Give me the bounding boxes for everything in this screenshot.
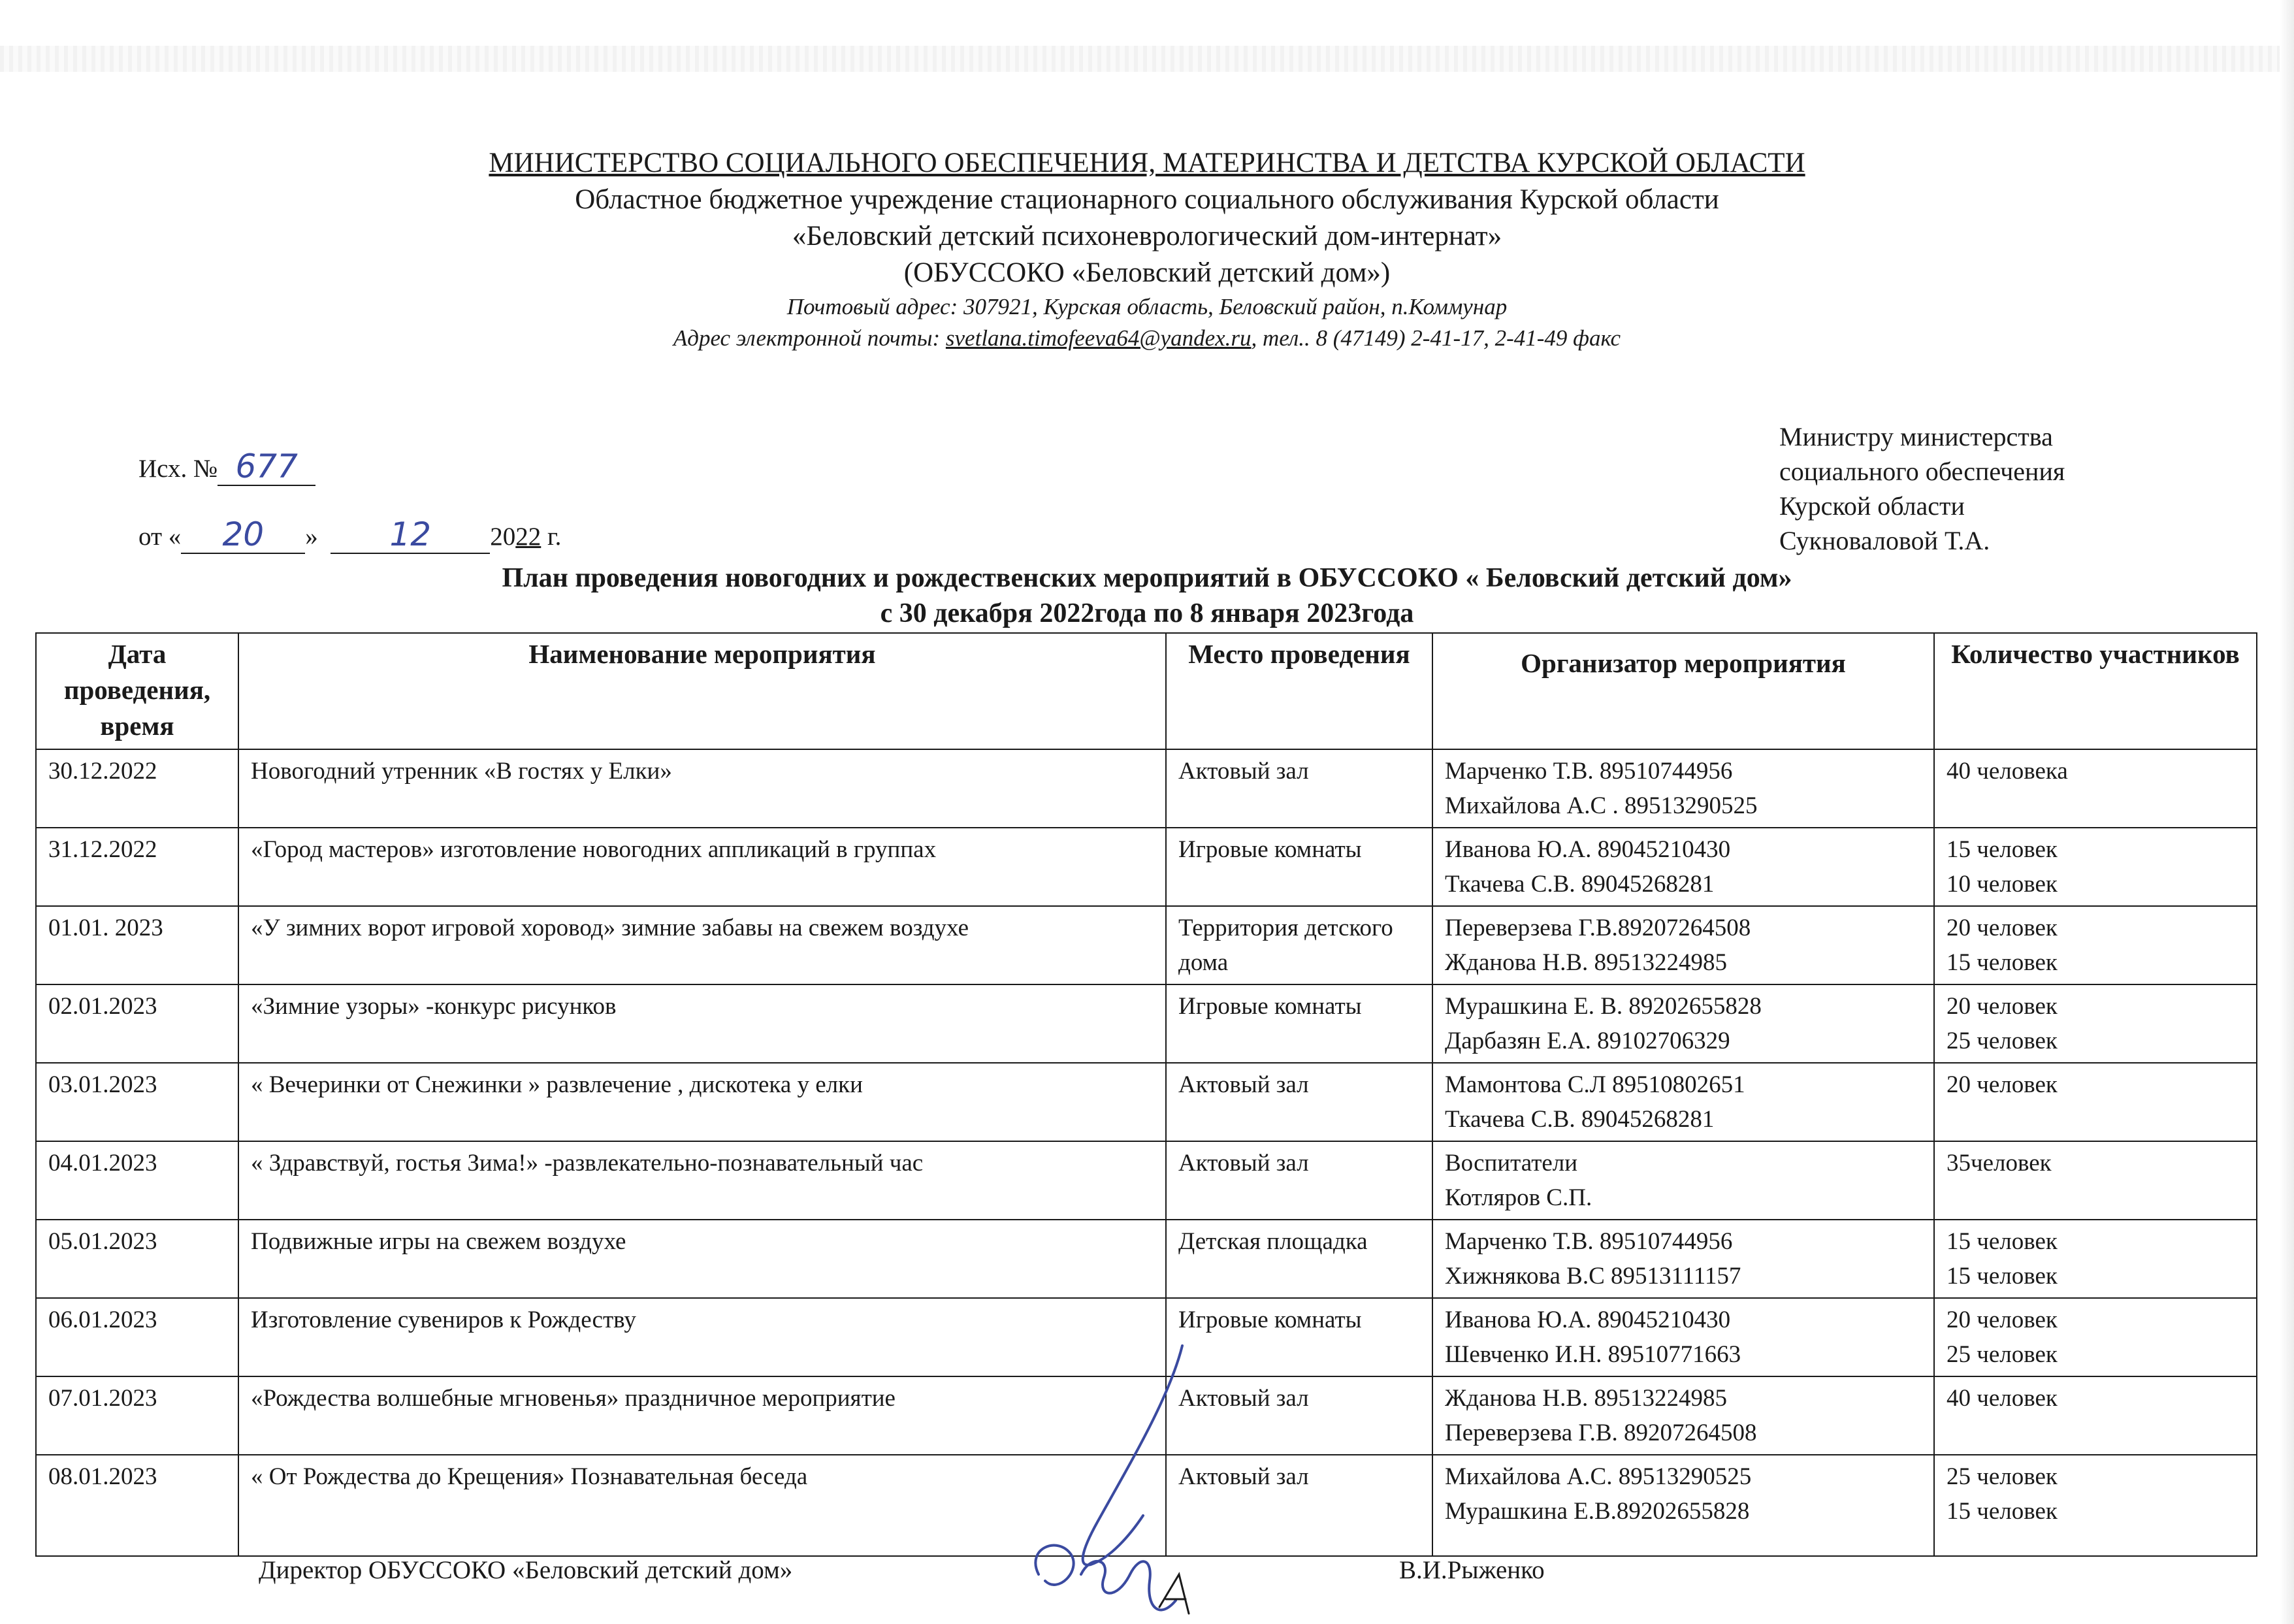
- recipient-line: Сукноваловой Т.А.: [1779, 526, 1990, 555]
- phones: , тел.. 8 (47149) 2-41-17, 2-41-49 факс: [1251, 325, 1621, 351]
- cell-organizer: [1432, 749, 1934, 828]
- event-date: 08.01.2023: [48, 1463, 157, 1490]
- organizer-line: Ткачева С.В. 89045268281: [1445, 1106, 1715, 1133]
- cell-event-name: [238, 1141, 1166, 1220]
- contact-line: [0, 323, 2294, 354]
- cell-place: [1166, 1063, 1432, 1141]
- cell-organizer: [1432, 1298, 1934, 1376]
- cell-event-name: [238, 984, 1166, 1063]
- cell-organizer: [1432, 1063, 1934, 1141]
- cell-organizer: [1432, 1220, 1934, 1298]
- event-place: Игровые комнаты: [1178, 993, 1362, 1020]
- organizer-line: Дарбазян Е.А. 89102706329: [1445, 1028, 1730, 1054]
- event-place: Территория детского дома: [1178, 915, 1393, 976]
- event-place: Игровые комнаты: [1178, 836, 1362, 863]
- participants-line: 40 человека: [1947, 758, 2068, 785]
- table-row: [36, 828, 2257, 906]
- cell-participants: [1934, 1376, 2257, 1455]
- cell-participants: [1934, 828, 2257, 906]
- cell-place: [1166, 1141, 1432, 1220]
- cell-participants: [1934, 906, 2257, 984]
- date-prefix: от «: [138, 523, 182, 551]
- organizer-line: Котляров С.П.: [1445, 1184, 1592, 1211]
- table-row: [36, 984, 2257, 1063]
- organizer-line: Переверзева Г.В. 89207264508: [1445, 1420, 1757, 1446]
- organizer-line: Мурашкина Е. В. 89202655828: [1445, 993, 1762, 1020]
- cell-date: [36, 1376, 238, 1455]
- recipient-block: [1779, 419, 2065, 558]
- participants-line: 20 человек: [1947, 1071, 2058, 1098]
- cell-place: [1166, 984, 1432, 1063]
- participants-line: 15 человек: [1947, 836, 2058, 863]
- cell-participants: [1934, 1063, 2257, 1141]
- cell-date: [36, 1141, 238, 1220]
- event-date: 01.01. 2023: [48, 915, 163, 941]
- event-date: 04.01.2023: [48, 1150, 157, 1177]
- cell-organizer: [1432, 1141, 1934, 1220]
- director-name: В.И.Рыженко: [1399, 1556, 1545, 1584]
- date-month-value: 12: [331, 516, 490, 554]
- table-header-row: [36, 633, 2257, 749]
- event-date: 30.12.2022: [48, 758, 157, 785]
- event-place: Актовый зал: [1178, 758, 1309, 785]
- organizer-line: Мамонтова С.Л 89510802651: [1445, 1071, 1745, 1098]
- cell-organizer: [1432, 906, 1934, 984]
- organizer-line: Марченко Т.В. 89510744956: [1445, 758, 1733, 785]
- cell-participants: [1934, 1455, 2257, 1556]
- organizer-line: Жданова Н.В. 89513224985: [1445, 1385, 1728, 1412]
- event-date: 05.01.2023: [48, 1228, 157, 1255]
- cell-event-name: [238, 1220, 1166, 1298]
- email-link[interactable]: svetlana.timofeeva64@yandex.ru: [945, 325, 1252, 351]
- date-year-prefix: 20: [490, 523, 516, 551]
- event-date: 02.01.2023: [48, 993, 157, 1020]
- organizer-line: Мурашкина Е.В.89202655828: [1445, 1498, 1750, 1525]
- recipient-line: Министру министерства: [1779, 422, 2053, 451]
- organizer-line: Иванова Ю.А. 89045210430: [1445, 836, 1731, 863]
- outgoing-number-label: Исх. №: [138, 455, 218, 483]
- event-date: 07.01.2023: [48, 1385, 157, 1412]
- email-label: Адрес электронной почты:: [673, 325, 946, 351]
- cell-event-name: [238, 1063, 1166, 1141]
- cell-place: [1166, 749, 1432, 828]
- cell-organizer: [1432, 1376, 1934, 1455]
- event-name: «Город мастеров» изготовление новогодних аппликаций в группах: [251, 836, 937, 863]
- event-name: «Зимние узоры» -конкурс рисунков: [251, 993, 617, 1020]
- header-place: Место проведения: [1166, 633, 1432, 749]
- header-participants: Количество участников: [1934, 633, 2257, 749]
- plan-title-line: План проведения новогодних и рождественских мероприятий в ОБУССОКО « Беловский детский дом»: [502, 563, 1792, 593]
- event-place: Актовый зал: [1178, 1150, 1309, 1177]
- plan-title: [0, 560, 2294, 631]
- participants-line: 25 человек: [1947, 1463, 2058, 1490]
- organizer-line: Ткачева С.В. 89045268281: [1445, 871, 1715, 898]
- cell-organizer: [1432, 984, 1934, 1063]
- event-place: Актовый зал: [1178, 1071, 1309, 1098]
- participants-line: 25 человек: [1947, 1028, 2058, 1054]
- table-row: [36, 1220, 2257, 1298]
- cell-place: [1166, 906, 1432, 984]
- date-year-suffix: г.: [541, 523, 562, 551]
- event-place: Детская площадка: [1178, 1228, 1368, 1255]
- institution-short-name: (ОБУССОКО «Беловский детский дом»): [903, 257, 1391, 288]
- outgoing-number-row: [138, 418, 561, 486]
- organizer-line: Иванова Ю.А. 89045210430: [1445, 1307, 1731, 1333]
- cell-date: [36, 1063, 238, 1141]
- event-name: Новогодний утренник «В гостях у Елки»: [251, 758, 672, 785]
- event-name: Подвижные игры на свежем воздухе: [251, 1228, 626, 1255]
- participants-line: 10 человек: [1947, 871, 2058, 898]
- event-date: 06.01.2023: [48, 1307, 157, 1333]
- scan-artifact-band: [0, 46, 2294, 72]
- table-row: [36, 1141, 2257, 1220]
- outgoing-number-value: 677: [218, 448, 315, 486]
- institution-name: Областное бюджетное учреждение стационарного социального обслуживания Курской области: [575, 184, 1719, 215]
- event-name: «У зимних ворот игровой хоровод» зимние забавы на свежем воздухе: [251, 915, 969, 941]
- organizer-line: Марченко Т.В. 89510744956: [1445, 1228, 1733, 1255]
- event-name: «Рождества волшебные мгновенья» праздничное мероприятие: [251, 1385, 896, 1412]
- event-place: Актовый зал: [1178, 1385, 1309, 1412]
- handwritten-signature: [1019, 1339, 1254, 1624]
- letterhead: [0, 145, 2294, 354]
- table-row: [36, 749, 2257, 828]
- organizer-line: Михайлова А.С . 89513290525: [1445, 792, 1758, 819]
- participants-line: 15 человек: [1947, 1228, 2058, 1255]
- organizer-line: Переверзева Г.В.89207264508: [1445, 915, 1751, 941]
- postal-address: Почтовый адрес: 307921, Курская область, Беловский район, п.Коммунар: [786, 294, 1508, 319]
- organizer-line: Воспитатели: [1445, 1150, 1578, 1177]
- cell-date: [36, 828, 238, 906]
- event-name: « Здравствуй, гостья Зима!» -развлекательно-познавательный час: [251, 1150, 924, 1177]
- table-row: [36, 906, 2257, 984]
- participants-line: 40 человек: [1947, 1385, 2058, 1412]
- participants-line: 20 человек: [1947, 993, 2058, 1020]
- participants-line: 15 человек: [1947, 1263, 2058, 1290]
- organizer-line: Хижнякова В.С 89513111157: [1445, 1263, 1741, 1290]
- cell-date: [36, 1455, 238, 1556]
- outgoing-reference: [138, 418, 561, 554]
- date-day-value: 20: [181, 516, 305, 554]
- cell-organizer: [1432, 1455, 1934, 1556]
- header-organizer: Организатор мероприятия: [1432, 633, 1934, 749]
- event-name: Изготовление сувениров к Рождеству: [251, 1307, 636, 1333]
- event-place: Актовый зал: [1178, 1463, 1309, 1490]
- plan-period-line: с 30 декабря 2022года по 8 января 2023года: [880, 598, 1414, 628]
- cell-participants: [1934, 1298, 2257, 1376]
- director-position: Директор ОБУССОКО «Беловский детский дом»: [259, 1556, 793, 1584]
- participants-line: 20 человек: [1947, 915, 2058, 941]
- organizer-line: Шевченко И.Н. 89510771663: [1445, 1341, 1741, 1368]
- organizer-line: Жданова Н.В. 89513224985: [1445, 949, 1728, 976]
- event-name: « От Рождества до Крещения» Познавательная беседа: [251, 1463, 808, 1490]
- cell-date: [36, 749, 238, 828]
- header-date: Дата проведения, время: [36, 633, 238, 749]
- cell-organizer: [1432, 828, 1934, 906]
- cell-participants: [1934, 1141, 2257, 1220]
- cell-date: [36, 1298, 238, 1376]
- table-row: [36, 1063, 2257, 1141]
- header-event-name: Наименование мероприятия: [238, 633, 1166, 749]
- event-place: Игровые комнаты: [1178, 1307, 1362, 1333]
- cell-date: [36, 906, 238, 984]
- cell-participants: [1934, 749, 2257, 828]
- cell-place: [1166, 828, 1432, 906]
- date-year-value: 22: [515, 523, 541, 551]
- cell-date: [36, 1220, 238, 1298]
- participants-line: 25 человек: [1947, 1341, 2058, 1368]
- cell-event-name: [238, 828, 1166, 906]
- cell-event-name: [238, 906, 1166, 984]
- participants-line: 35человек: [1947, 1150, 2052, 1177]
- cell-participants: [1934, 984, 2257, 1063]
- event-name: « Вечеринки от Снежинки » развлечение , дискотека у елки: [251, 1071, 863, 1098]
- participants-line: 15 человек: [1947, 1498, 2058, 1525]
- recipient-line: социального обеспечения: [1779, 457, 2065, 486]
- participants-line: 15 человек: [1947, 949, 2058, 976]
- cell-event-name: [238, 749, 1166, 828]
- organizer-line: Михайлова А.С. 89513290525: [1445, 1463, 1752, 1490]
- event-date: 03.01.2023: [48, 1071, 157, 1098]
- institution-full-name: «Беловский детский психоневрологический дом-интернат»: [792, 221, 1502, 252]
- cell-date: [36, 984, 238, 1063]
- recipient-line: Курской области: [1779, 491, 1965, 521]
- cell-place: [1166, 1220, 1432, 1298]
- ministry-name: МИНИСТЕРСТВО СОЦИАЛЬНОГО ОБЕСПЕЧЕНИЯ, МАТЕРИНСТВА И ДЕТСТВА КУРСКОЙ ОБЛАСТИ: [489, 148, 1805, 178]
- participants-line: 20 человек: [1947, 1307, 2058, 1333]
- date-mid: »: [305, 523, 331, 551]
- cell-participants: [1934, 1220, 2257, 1298]
- event-date: 31.12.2022: [48, 836, 157, 863]
- outgoing-date-row: [138, 486, 561, 554]
